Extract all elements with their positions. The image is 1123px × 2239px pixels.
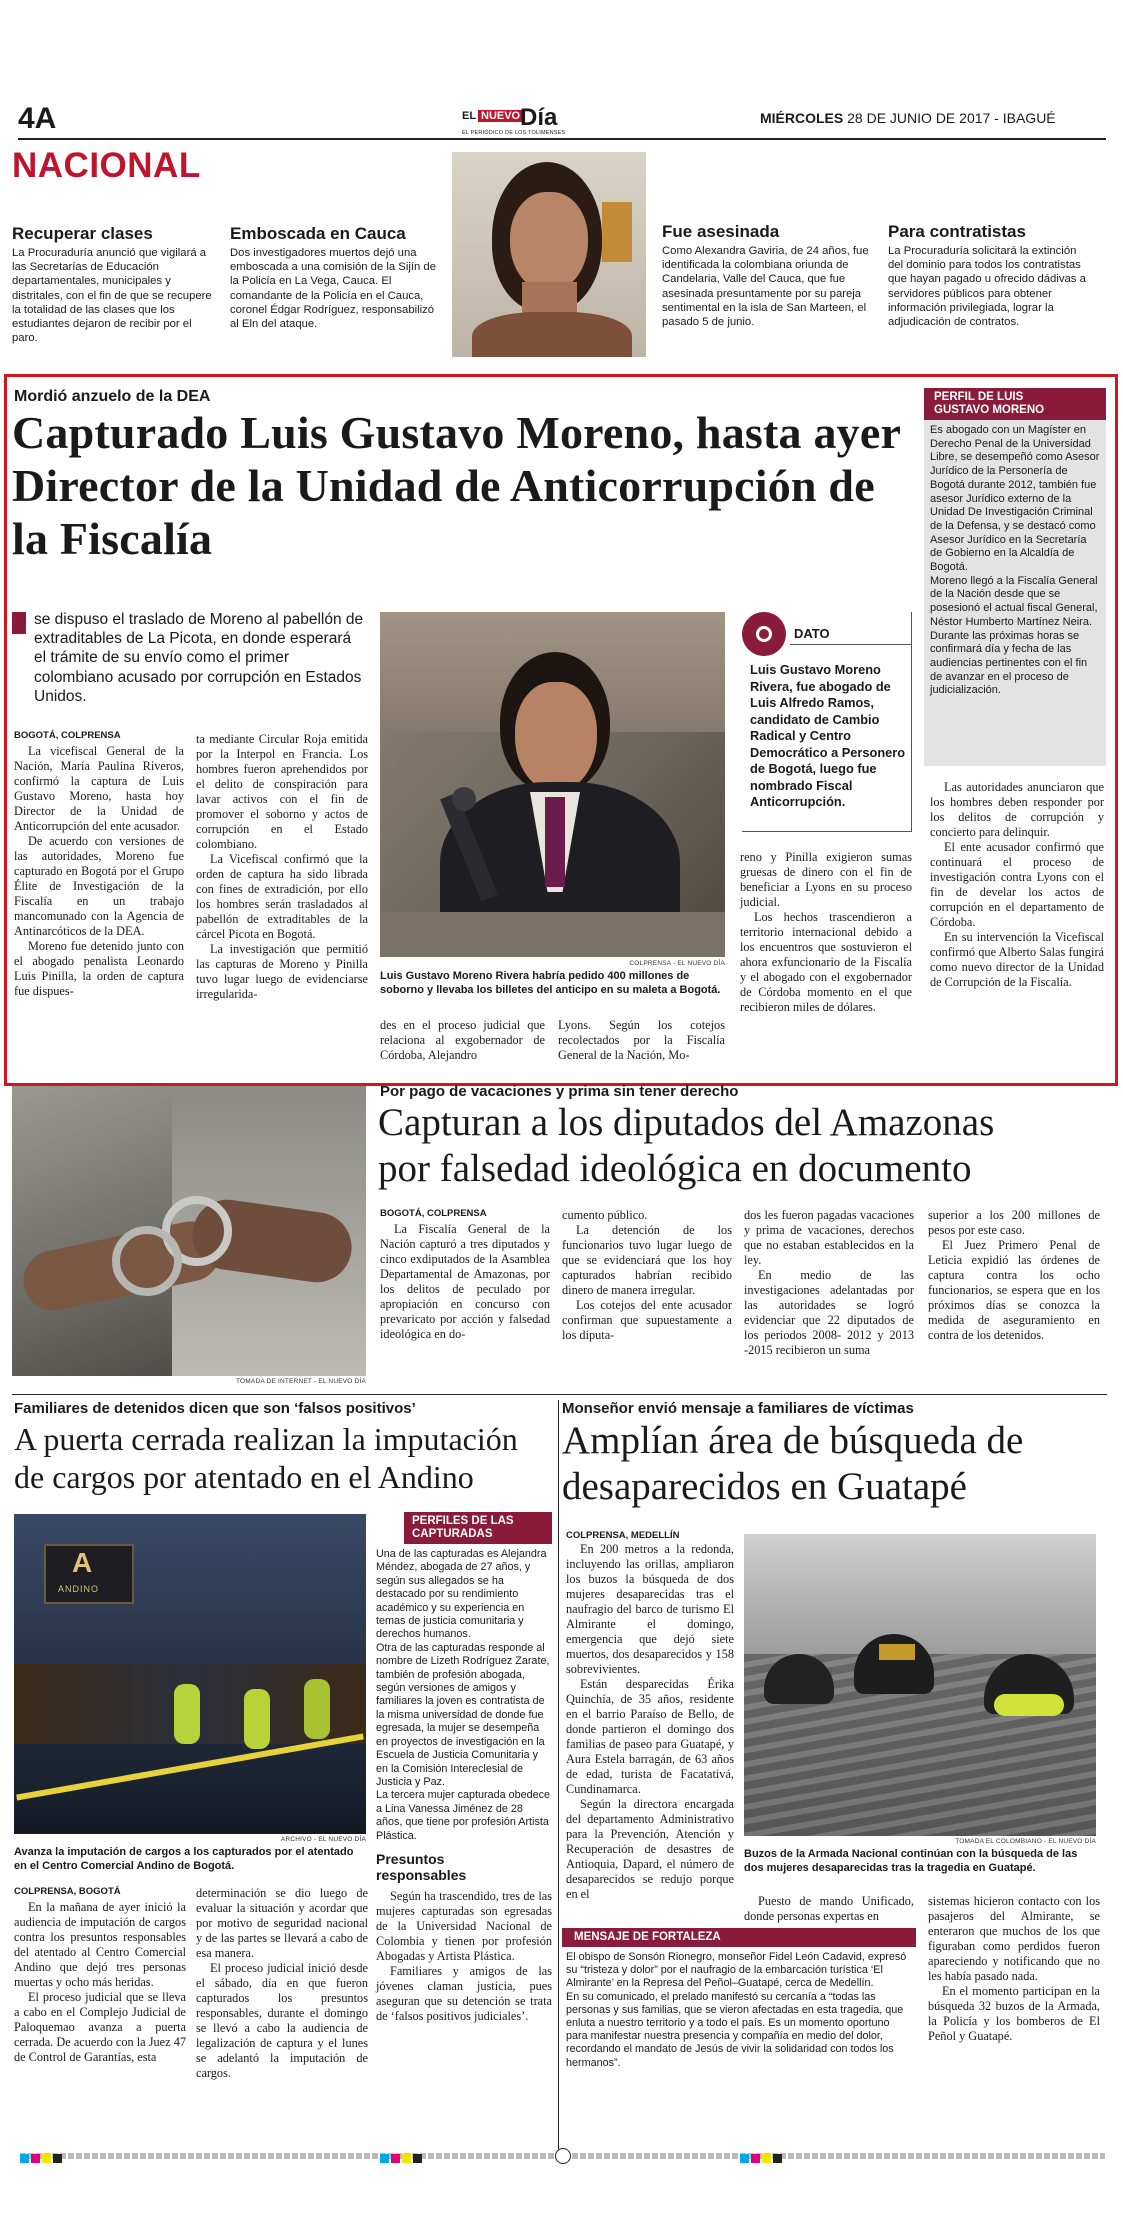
handcuffs-photo <box>12 1086 366 1376</box>
brief-emboscada: Emboscada en Cauca Dos investigadores muertos dejó una emboscada a una comisión de la Sijín de la Policía en La Vega, Cauca. El comandante de la Policía en el Cauca, coronel Édgar Rodríguez, responsabilizó al Eln del ataque. <box>230 224 436 331</box>
divers-photo <box>744 1534 1096 1836</box>
dato-label: DATO <box>794 626 830 641</box>
main-col3a: des en el proceso judicial que relaciona al exgobernador de Córdoba, Alejandro <box>380 1018 545 1062</box>
brief-fue-asesinada: Fue asesinada Como Alexandra Gaviria, de 24 años, fue identificada la colombiana oriunda de Candelaria, Valle del Cauca, que fue asesinada presuntamente por su pareja sentimental en la isla de San Marteen, el pasado 5 de junio. <box>662 222 869 329</box>
dato-box <box>742 612 912 832</box>
andino-photo-caption: Avanza la imputación de cargos a los capturados por el atentado en el Centro Comercial Andino de Bogotá. <box>14 1846 354 1872</box>
dato-text: Luis Gustavo Moreno Rivera, fue abogado de Luis Alfredo Ramos, candidato de Cambio Radical y Centro Democrático a Personero de Bogotá, luego fue nombrado Fiscal Anticorrupción. <box>750 662 906 809</box>
main-col3b: Lyons. Según los cotejos recolectados por la Fiscalía General de la Nación, Mo- <box>558 1018 725 1062</box>
section-divider <box>12 1394 1107 1395</box>
fortaleza-title: MENSAJE DE FORTALEZA <box>562 1928 916 1947</box>
andino-kicker: Familiares de detenidos dicen que son ‘falsos positivos’ <box>14 1400 416 1417</box>
amazonas-col2: cumento público. La detención de los funcionarios tuvo lugar luego de que se evidenciará que los hoy capturados habrían recibido dinero de manera irregular. Los cotejos del ente acusador confirman que supuestamente a los diputa- <box>562 1208 732 1342</box>
fortaleza-box <box>562 1928 916 2070</box>
andino-col1: En la mañana de ayer inició la audiencia de imputación de cargos contra los presuntos responsables del atentado al Centro Comercial Andino que dejó tres personas muertas y ocho más heridas. El proceso judicial que se lleva a cabo en el Complejo Judicial de Paloquemao avanza a puerta cerrada. De acuerdo con la Juez 47 de Control de Garantías, esta <box>14 1900 186 2064</box>
main-kicker: Mordió anzuelo de la DEA <box>14 388 211 405</box>
main-dateline: BOGOTÁ, COLPRENSA <box>14 730 121 741</box>
andino-profiles-text: Una de las capturadas es Alejandra Méndez, abogada de 27 años, y según sus allegados se ha destacado por su rendimiento académico y su experiencia en temas de justicia comunitaria y derechos humanos. Otra de las capturadas responde al nombre de Lizeth Rodríguez Zarate, también de profesión abogada, según versiones de amigos y familiares la joven es contratista de la misma universidad de donde fue egresada, la mujer se desempeña en proyectos de investigación en la Escuela de Justicia Comunitaria y en la Comisión Intereclesial de Justicia y Paz. La tercera mujer capturada obedece a Lina Vanessa Jiménez de 28 años, que tiene por profesión Artista Plástica. <box>376 1548 551 1842</box>
moreno-photo-caption: Luis Gustavo Moreno Rivera habría pedido 400 millones de soborno y llevaba los billetes del anticipo en su maleta a Bogotá. <box>380 970 721 996</box>
guatape-headline: Amplían área de búsqueda de desaparecidos en Guatapé <box>562 1419 1024 1508</box>
page-number: 4A <box>18 102 57 135</box>
profile-box <box>924 388 1106 766</box>
registration-bar <box>20 2150 1105 2162</box>
andino-col2: determinación se dio luego de evaluar la situación y acordar que por motivo de seguridad nacional y de las partes se llevará a cabo de esa manera. El proceso judicial inició desde el sábado, día en que fueron capturados los presuntos responsables, durante el domingo se llevó a cabo la audiencia de legalización de captura y el lunes se adelantó la imputación de cargos. <box>196 1886 368 2080</box>
profile-text: Es abogado con un Magíster en Derecho Penal de la Universidad Libre, se desempeñó como Asesor Jurídico de la Personería de Bogotá durante 2012, también fue asesor Jurídico externo de la Unidad De Investigación Criminal de la Defensa, y se destacó como Asesor Jurídico en la Secretaría de Gobierno en la Alcaldía de Bogotá. Moreno llegó a la Fiscalía General de la Nación desde que se posesionó el actual fiscal General, Néstor Humberto Martínez Neira. Durante las próximas horas se confirmará día y fecha de las audiencias pertinentes con el fin de avanzar en el proceso de judicialización. <box>930 424 1100 697</box>
dato-icon <box>742 612 786 656</box>
issue-date: MIÉRCOLES 28 DE JUNIO DE 2017 - IBAGUÉ <box>760 110 1056 126</box>
main-lead: se dispuso el traslado de Moreno al pabellón de extraditables de La Picota, en donde esperará el trámite de su envío como el primer colombiano acusado por corrupción en Estados Unidos. <box>34 611 364 705</box>
guatape-dateline: COLPRENSA, MEDELLÍN <box>566 1530 680 1541</box>
column-rule <box>558 1400 559 2160</box>
amazonas-col3: dos les fueron pagadas vacaciones y prima de vacaciones, derechos que no estaban establecidos en la ley. En medio de las investigaciones adelantadas por las autoridades se logró evidenciar que 22 diputados de los periodos 2008- 2012 y 2013 -2015 recibieron un suma <box>744 1208 914 1357</box>
main-headline: Capturado Luis Gustavo Moreno, hasta ayer Director de la Unidad de Anticorrupción de la Fiscalía <box>12 407 901 564</box>
andino-dateline: COLPRENSA, BOGOTÁ <box>14 1886 121 1897</box>
guatape-col1: En 200 metros a la redonda, incluyendo las orillas, ampliaron los buzos la búsqueda de dos mujeres desaparecidas tras el naufragio del barco de turismo El Almirante el domingo, emergencia que dejó siete muertos, dos desaparecidos y 158 sobrevivientes. Están desparecidas Érika Quinchía, de 35 años, residente en el barrio Paraíso de Bello, de donde partieron el domingo dos familias de paseo para Guatapé, y Aura Estela barragán, de 63 años de edad, turista de Facatativá, Cundinamarca. Según la directora encargada del departamento Administrativo para la Prevención, Atención y Recuperación de desastres de Antioquia, Dapard, el número de desaparecidos se redujo porque en el <box>566 1542 734 1901</box>
andino-profiles <box>376 1512 552 2024</box>
brief-recuperar-clases: Recuperar clases La Procuraduría anunció que vigilará a las Secretarías de Educación departamentales, municipales y distritales, con el fin de que se recupere la totalidad de las clases que los estudiantes dejaron de recibir por el paro. <box>12 224 212 345</box>
divers-photo-caption: Buzos de la Armada Nacional continúan con la búsqueda de las dos mujeres desaparecidas tras la tragedia en Guatapé. <box>744 1848 1078 1874</box>
brief-contratistas: Para contratistas La Procuraduría solicitará la extinción del dominio para todos los contratistas que hayan pagado u ofrecido dádivas a servidores públicos para obtener información privilegiada, lograr la adjudicación de contratos. <box>888 222 1086 329</box>
moreno-photo <box>380 612 725 957</box>
main-col4: reno y Pinilla exigieron sumas gruesas de dinero con el fin de beneficiar a Lyons en su proceso judicial. Los hechos trascendieron a territorio internacional debido a los encuentros que sostuvieron el ahora exfuncionario de la Fiscalía y el abogado con el exgobernador de Córdoba momento en el que recibieron miles de dólares. <box>740 850 912 1014</box>
section-title: NACIONAL <box>12 146 201 185</box>
main-col5: Las autoridades anunciaron que los hombres deben responder por los delitos de corrupción y concierto para delinquir. El ente acusador confirmó que continuará el proceso de investigación contra Lyons con el fin de develar los actos de corrupción en el departamento de Córdoba. En su intervención la Vicefiscal confirmó que Alberto Salas fungirá como nuevo director de la Unidad de Corrupción de la Fiscalía. <box>930 780 1104 989</box>
andino-sub-text: Según ha trascendido, tres de las mujeres capturadas son egresadas de la Universidad Nacional de Colombia y tienen por profesión Abogadas y Artista Plástica. Familiares y amigos de las jóvenes claman justicia, pues aseguran que su detención se trata de ‘falsos positivos judiciales’. <box>376 1888 552 2023</box>
guatape-col3: sistemas hicieron contacto con los pasajeros del Almirante, se enteraron que muchos de los que figuraban como perdidos fueron apareciendo y notificando que no les había pasado nada. En el momento participan en la búsqueda 32 buzos de la Armada, la Policía y los bomberos de El Peñol y Guatapé. <box>928 1894 1100 2043</box>
main-col2: ta mediante Circular Roja emitida por la Interpol en Francia. Los hombres fueron aprehendidos por el delito de conspiración para lavar activos con el fin de promover el soborno y actos de corrupción en el Estado colombiano. La Vicefiscal confirmó que la orden de captura ha sido librada con fines de extradición, por ello los hombres serán trasladados al pabellón de extraditables de la cárcel Picota en Bogotá. La investigación que permitió las capturas de Moreno y Pinilla tuvo lugar luego de evidenciarse irregularida- <box>196 732 368 1001</box>
amazonas-headline: Capturan a los diputados del Amazonas por falsedad ideológica en documento <box>378 1101 995 1190</box>
amazonas-dateline: BOGOTÁ, COLPRENSA <box>380 1208 487 1219</box>
handcuffs-photo-credit: TOMADA DE INTERNET - EL NUEVO DÍA <box>235 1378 366 1385</box>
amazonas-col4: superior a los 200 millones de pesos por este caso. El Juez Primero Penal de Leticia expidió las órdenes de captura contra los ocho funcionarios, se espera que en los próximos días se conozca la medida de aseguramiento en contra de los detenidos. <box>928 1208 1100 1342</box>
andino-profiles-title: PERFILES DE LAS CAPTURADAS <box>404 1512 552 1544</box>
andino-photo-credit: ARCHIVO - EL NUEVO DÍA <box>280 1836 366 1843</box>
dato-rule <box>790 644 912 645</box>
andino-headline: A puerta cerrada realizan la imputación de cargos por atentado en el Andino <box>14 1421 518 1495</box>
victim-photo <box>452 152 646 357</box>
divers-photo-credit: TOMADA EL COLOMBIANO - EL NUEVO DÍA <box>955 1838 1096 1845</box>
guatape-col2: Puesto de mando Unificado, donde personas expertas en <box>744 1894 914 1923</box>
header-rule <box>18 138 1106 140</box>
guatape-kicker: Monseñor envió mensaje a familiares de víctimas <box>562 1400 914 1417</box>
main-col1: La vicefiscal General de la Nación, María Paulina Riveros, confirmó la captura de Luis Gustavo Moreno, hasta hoy Director de la Unidad de Anticorrupción del ente acusador. De acuerdo con versiones de las autoridades, Moreno fue capturado en Bogotá por el Grupo Élite de Investigación de la Fiscalía en un trabajo mancomunado con la Agencia de Antinarcóticos de la DEA. Moreno fue detenido junto con el abogado penalista Leonardo Luis Pinilla, la orden de captura fue dispues- <box>14 744 184 998</box>
fortaleza-text: El obispo de Sonsón Rionegro, monseñor Fidel León Cadavid, expresó su “tristeza y dolor” por el naufragio de la embarcación turística ‘El Almirante’ en la Represa del Peñol–Guatapé, cerca de Medellín. En su comunicado, el prelado manifestó su cercanía a “todas las personas y sus familias, que se vieron afectadas en esta tragedia, que enluta a nuestro territorio y a todo el país. Es un momento oportuno para manifestar nuestra presencia y compañía en medio del dolor, recordando el mandato de Jesús de vivir la solidaridad con todos los hermanos”. <box>566 1951 907 2069</box>
amazonas-kicker: Por pago de vacaciones y prima sin tener derecho <box>380 1083 739 1100</box>
andino-subheading: Presuntos responsables <box>376 1850 467 1883</box>
profile-title: PERFIL DE LUIS GUSTAVO MORENO <box>924 388 1106 420</box>
amazonas-col1: La Fiscalía General de la Nación capturó a tres diputados y cinco exdiputados de la Asamblea Departamental de Amazonas, por los delitos de peculado por apropiación en concurso con prevaricato por acción y falsedad ideológica en do- <box>380 1222 550 1341</box>
andino-photo: A ANDINO <box>14 1514 366 1834</box>
newspaper-logo: EL NUEVO Día EL PERIÓDICO DE LOS TOLIMENSES <box>462 104 566 136</box>
lead-marker <box>12 612 26 634</box>
moreno-photo-credit: COLPRENSA - EL NUEVO DÍA <box>629 960 725 967</box>
